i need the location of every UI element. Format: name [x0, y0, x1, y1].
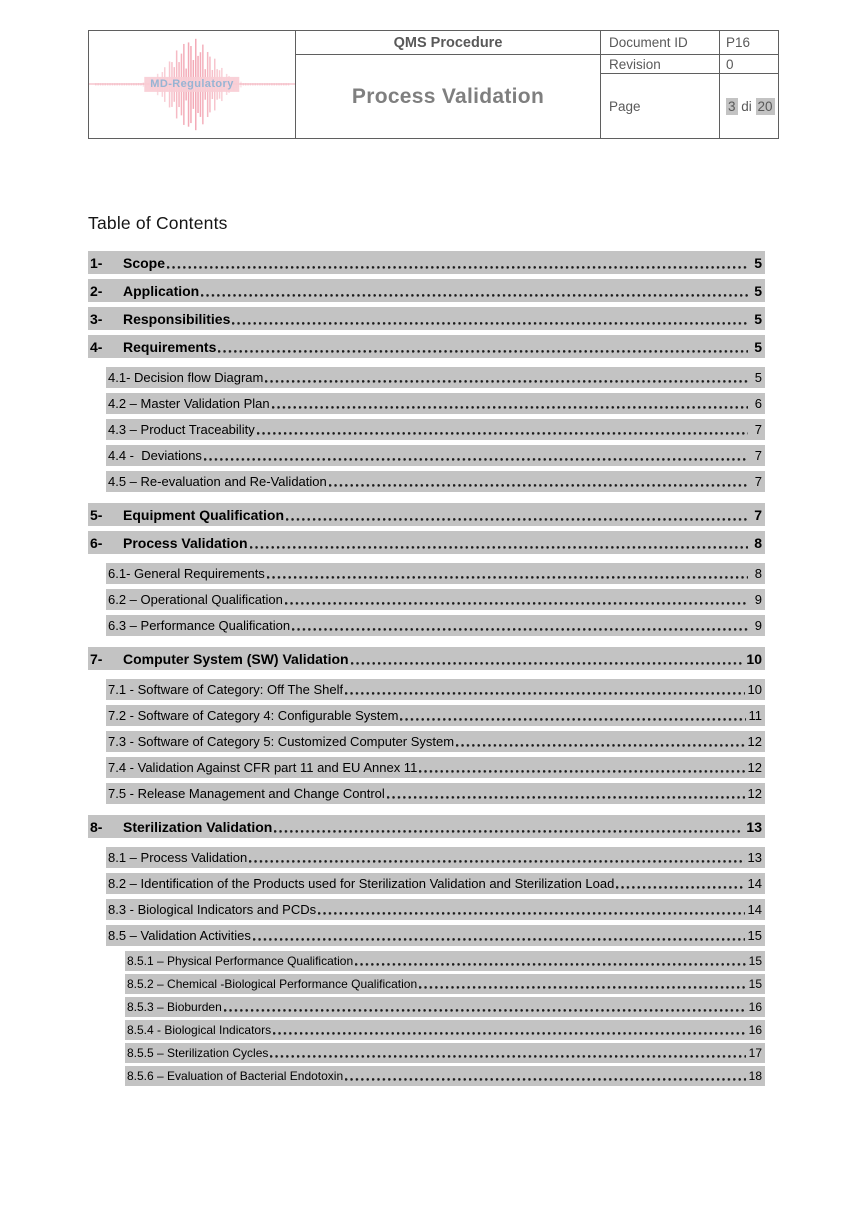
toc-entry-label: 4.3 – Product Traceability: [108, 422, 255, 437]
toc-entry-page: 18: [748, 1069, 762, 1083]
toc-entry-page: 9: [754, 592, 762, 607]
toc-entry-page: 13: [747, 850, 762, 865]
toc-entry-label: Process Validation: [123, 535, 248, 551]
document-id-label: Document ID: [600, 31, 719, 54]
toc-entry-page: 11: [748, 708, 762, 723]
toc-entry-page: 15: [748, 954, 762, 968]
toc-entry[interactable]: [88, 251, 765, 274]
toc-dot-leader: [270, 1055, 745, 1059]
toc-dot-leader: [292, 628, 748, 632]
toc-entry-number: 6-: [90, 535, 103, 551]
toc-dot-leader: [204, 458, 748, 462]
toc-entry-page: 16: [748, 1000, 762, 1014]
toc-entry-page: 12: [747, 734, 762, 749]
toc-entry[interactable]: [88, 531, 765, 554]
toc-entry-label: 6.1- General Requirements: [108, 566, 265, 581]
toc-entry-label: 8.5.4 - Biological Indicators: [127, 1023, 272, 1037]
toc-entry-page: 5: [754, 370, 762, 385]
toc-entry-page: 6: [754, 396, 762, 411]
toc-entry[interactable]: [106, 615, 765, 636]
toc-entry[interactable]: [106, 925, 765, 946]
toc-dot-leader: [351, 662, 744, 666]
toc-entry[interactable]: [88, 503, 765, 526]
toc-entry[interactable]: [106, 393, 765, 414]
toc-dot-leader: [167, 266, 748, 270]
toc-entry-label: 7.1 - Software of Category: Off The Shelf: [108, 682, 344, 697]
toc-entry-label: 8.3 - Biological Indicators and PCDs: [108, 902, 317, 917]
toc-entry[interactable]: [125, 1020, 765, 1040]
toc-entry-label: 4.1- Decision flow Diagram: [108, 370, 264, 385]
toc-entry-label: 6.2 – Operational Qualification: [108, 592, 283, 607]
toc-dot-leader: [265, 380, 748, 384]
toc-entry-label: Responsibilities: [123, 311, 231, 327]
toc-entry[interactable]: [106, 899, 765, 920]
toc-entry-page: 7: [754, 507, 762, 523]
toc-entry-page: 8: [754, 566, 762, 581]
table-of-contents: [88, 213, 765, 1089]
toc-entry-page: 13: [746, 819, 762, 835]
toc-entry-page: 12: [747, 786, 762, 801]
toc-dot-leader: [272, 406, 748, 410]
company-logo: [89, 31, 295, 138]
toc-entry[interactable]: [106, 471, 765, 492]
toc-entry-label: Application: [123, 283, 200, 299]
toc-entry-label: 8.5.5 – Sterilization Cycles: [127, 1046, 269, 1060]
toc-entry-label: 6.3 – Performance Qualification: [108, 618, 291, 633]
toc-entry[interactable]: [106, 367, 765, 388]
toc-entry[interactable]: [106, 731, 765, 752]
document-header-table: [88, 30, 779, 139]
toc-dot-leader: [224, 1009, 746, 1013]
toc-entry-page: 12: [747, 760, 762, 775]
toc-entry-page: 14: [747, 902, 762, 917]
toc-entry[interactable]: [125, 951, 765, 971]
toc-entry-number: 1-: [90, 255, 103, 271]
toc-entry[interactable]: [88, 307, 765, 330]
qms-procedure-title: QMS Procedure: [295, 31, 600, 54]
toc-dot-leader: [345, 692, 744, 696]
toc-dot-leader: [267, 576, 748, 580]
toc-entry-label: Equipment Qualification: [123, 507, 285, 523]
toc-entry-number: 2-: [90, 283, 103, 299]
toc-entry-label: 8.5.3 – Bioburden: [127, 1000, 222, 1014]
toc-entry-label: 8.2 – Identification of the Products used for Sterilization Validation and Sterilization Load: [108, 876, 615, 891]
toc-entry-number: 5-: [90, 507, 103, 523]
toc-entry-page: 17: [748, 1046, 762, 1060]
toc-entry[interactable]: [88, 815, 765, 838]
toc-dot-leader: [329, 484, 748, 488]
toc-dot-leader: [250, 546, 749, 550]
page-separator: di: [737, 98, 756, 114]
toc-entry[interactable]: [106, 705, 765, 726]
document-id-value: P16: [719, 31, 778, 54]
toc-entry[interactable]: [106, 783, 765, 804]
toc-entry-page: 5: [754, 339, 762, 355]
toc-entry[interactable]: [106, 563, 765, 584]
toc-entry-label: 8.1 – Process Validation: [108, 850, 248, 865]
toc-dot-leader: [285, 602, 748, 606]
toc-dot-leader: [345, 1078, 746, 1082]
toc-entry[interactable]: [88, 279, 765, 302]
toc-entry-page: 14: [747, 876, 762, 891]
toc-entry-label: 8.5 – Validation Activities: [108, 928, 251, 943]
toc-entry[interactable]: [125, 1043, 765, 1063]
toc-entry-label: Sterilization Validation: [123, 819, 273, 835]
toc-dot-leader: [257, 432, 748, 436]
toc-dot-leader: [286, 518, 748, 522]
toc-dot-leader: [355, 963, 746, 967]
toc-entry-page: 5: [754, 255, 762, 271]
toc-entry[interactable]: [106, 679, 765, 700]
toc-entry-label: 8.5.2 – Chemical -Biological Performance Qualification: [127, 977, 418, 991]
toc-entry[interactable]: [106, 445, 765, 466]
page-current-field: 3: [728, 98, 736, 114]
logo-text: MD-Regulatory: [144, 76, 239, 91]
toc-entry-number: 4-: [90, 339, 103, 355]
toc-entry[interactable]: [106, 873, 765, 894]
toc-entry-page: 10: [746, 651, 762, 667]
toc-dot-leader: [419, 986, 746, 990]
toc-entry[interactable]: [125, 974, 765, 994]
toc-entry-label: Computer System (SW) Validation: [123, 651, 349, 667]
toc-entry-label: 7.5 - Release Management and Change Control: [108, 786, 385, 801]
toc-entry-page: 16: [748, 1023, 762, 1037]
toc-entry-label: Scope: [123, 255, 166, 271]
toc-entry-number: 8-: [90, 819, 103, 835]
toc-entry-page: 7: [754, 422, 762, 437]
toc-entry[interactable]: [106, 419, 765, 440]
toc-entry[interactable]: [106, 589, 765, 610]
toc-dot-leader: [318, 912, 744, 916]
toc-entry-label: 7.4 - Validation Against CFR part 11 and EU Annex 11: [108, 760, 418, 775]
toc-entry-page: 15: [747, 928, 762, 943]
toc-entry[interactable]: [125, 1066, 765, 1086]
toc-entry-page: 5: [754, 311, 762, 327]
toc-entry-label: Requirements: [123, 339, 217, 355]
toc-entry-label: 4.5 – Re-evaluation and Re-Validation: [108, 474, 327, 489]
page-value: [719, 73, 778, 138]
toc-entry[interactable]: [125, 997, 765, 1017]
toc-dot-leader: [201, 294, 748, 298]
toc-entry-page: 7: [754, 474, 762, 489]
toc-entry[interactable]: [88, 647, 765, 670]
toc-dot-leader: [232, 322, 748, 326]
document-title-cell: [295, 54, 600, 138]
page-label: Page: [600, 73, 719, 138]
toc-entry-page: 7: [754, 448, 762, 463]
toc-entry-label: 4.2 – Master Validation Plan: [108, 396, 270, 411]
toc-entry-page: 10: [747, 682, 762, 697]
toc-entry-page: 5: [754, 283, 762, 299]
toc-entry-label: 8.5.1 – Physical Performance Qualification: [127, 954, 354, 968]
toc-dot-leader: [273, 1032, 746, 1036]
toc-entry-page: 15: [748, 977, 762, 991]
revision-label: Revision: [600, 54, 719, 73]
toc-dot-leader: [218, 350, 748, 354]
toc-dot-leader: [249, 860, 744, 864]
toc-list: [88, 251, 765, 1089]
toc-entry-page: 9: [754, 618, 762, 633]
toc-entry-number: 7-: [90, 651, 103, 667]
toc-entry-label: 8.5.6 – Evaluation of Bacterial Endotoxin: [127, 1069, 344, 1083]
toc-dot-leader: [616, 886, 744, 890]
page-total-field: 20: [757, 98, 773, 114]
toc-dot-leader: [253, 938, 745, 942]
toc-entry-label: 7.3 - Software of Category 5: Customized Computer System: [108, 734, 455, 749]
toc-dot-leader: [456, 744, 744, 748]
revision-value: 0: [719, 54, 778, 73]
toc-entry-page: 8: [754, 535, 762, 551]
toc-dot-leader: [274, 830, 743, 834]
toc-entry[interactable]: [106, 757, 765, 778]
toc-entry-label: 7.2 - Software of Category 4: Configurable System: [108, 708, 399, 723]
toc-dot-leader: [387, 796, 745, 800]
toc-entry-number: 3-: [90, 311, 103, 327]
toc-entry[interactable]: [106, 847, 765, 868]
toc-entry-label: 4.4 - Deviations: [108, 448, 202, 463]
toc-heading: Table of Contents: [88, 213, 228, 233]
document-title: Process Validation: [351, 84, 545, 108]
toc-dot-leader: [419, 770, 744, 774]
toc-dot-leader: [400, 718, 745, 722]
toc-entry[interactable]: [88, 335, 765, 358]
